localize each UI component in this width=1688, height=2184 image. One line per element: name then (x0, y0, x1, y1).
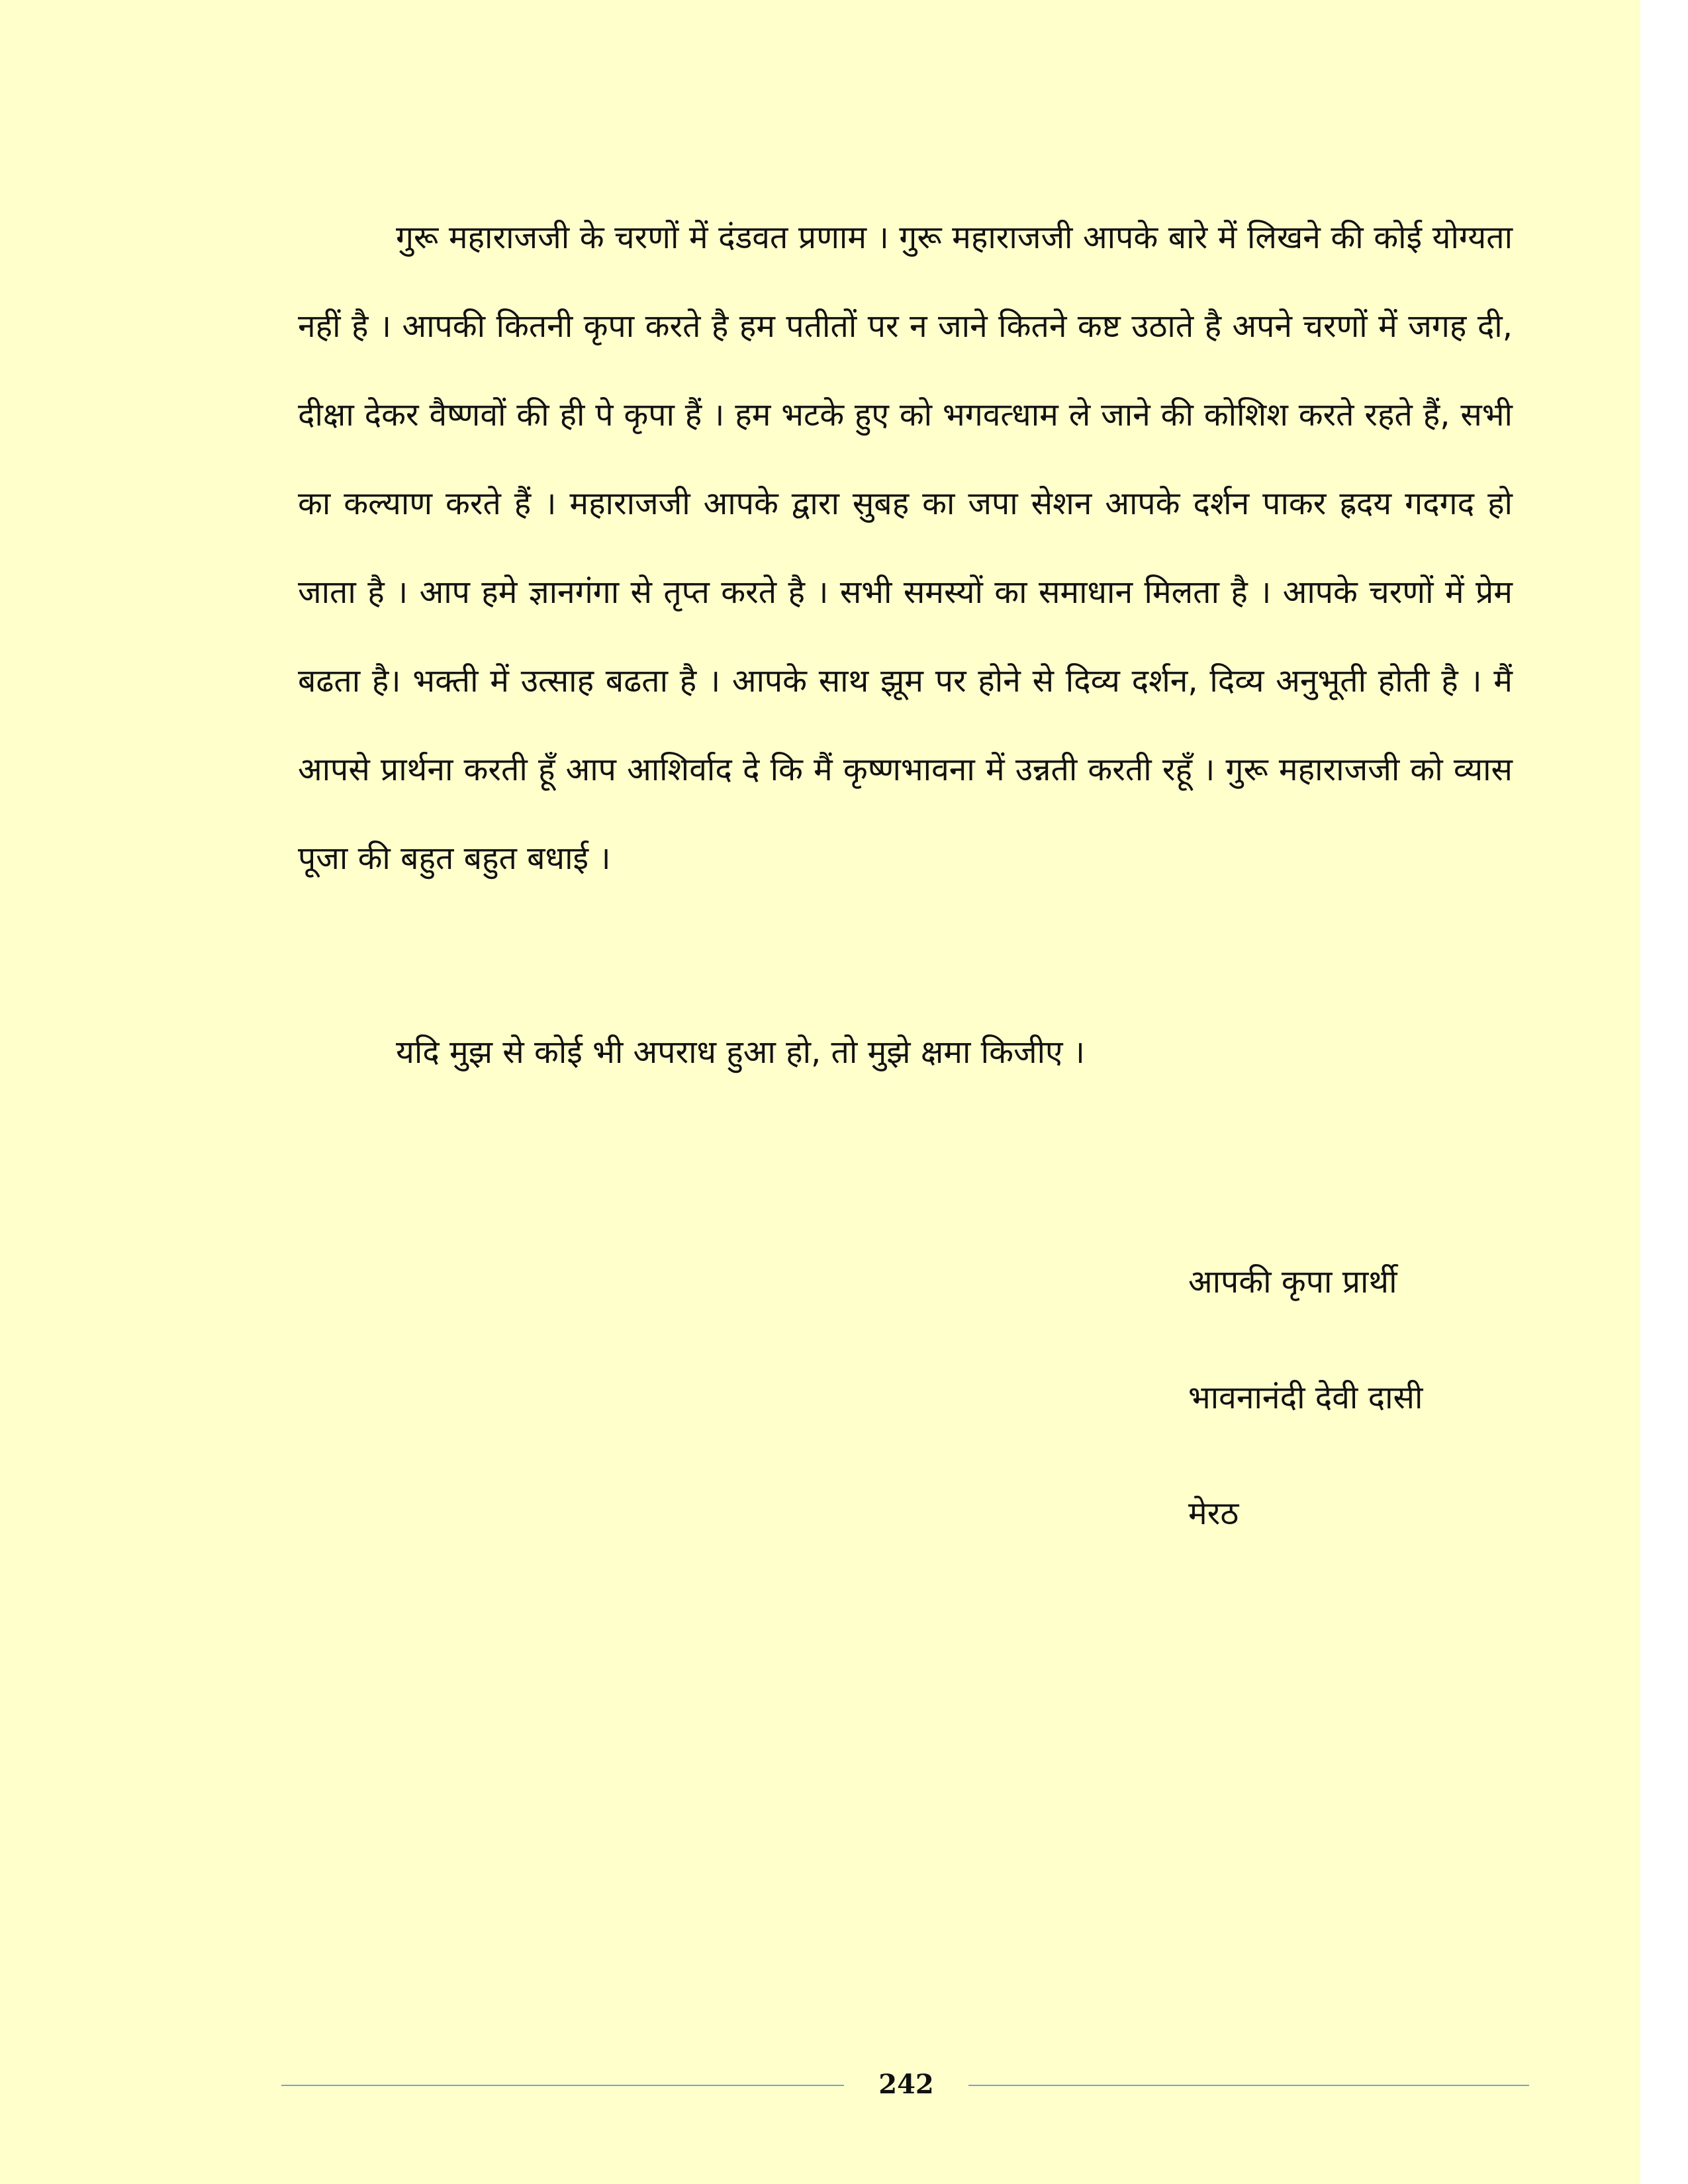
letter-body-paragraph: गुरू महाराजजी के चरणों में दंडवत प्रणाम । गुरू महाराजजी आपके बारे में लिखने की कोई योग्यता नहीं है । आपकी कितनी कृपा करते है हम पतीतों पर न जाने कितने कष्ट उठाते है अपने चरणों में जगह दी, दीक्षा देकर वैष्णवों की ही पे कृपा हैं । हम भटके हुए को भगवत्धाम ले जाने की कोशिश करते रहते हैं, सभी का कल्याण करते हैं । महाराजजी आपके द्वारा सुबह का जपा सेशन आपके दर्शन पाकर ह्रदय गदगद हो जाता है । आप हमे ज्ञानगंगा से तृप्त करते है । सभी समस्यों का समाधान मिलता है । आपके चरणों में प्रेम बढता है। भक्ती में उत्साह बढता है । आपके साथ झूम पर होने से दिव्य दर्शन, दिव्य अनुभूती होती है । मैं आपसे प्रार्थना करती हूँ आप आशिर्वाद दे कि मैं कृष्णभावना में उन्नती करती रहूँ । गुरू महाराजजी को व्यास पूजा की बहुत बहुत बधाई । (298, 219, 1513, 877)
page-number: 242 (878, 2069, 934, 2100)
signature-line-salutation: आपकी कृपा प्रार्थी (1188, 1263, 1397, 1300)
page-footer (281, 2065, 1529, 2105)
signature-line-city: मेरठ (1188, 1495, 1239, 1532)
signature-line-name: भावनानंदी देवी दासी (1188, 1379, 1423, 1416)
footer-rule-left (281, 2085, 844, 2086)
signature-block (1188, 1238, 1585, 1585)
letter-closing-paragraph: यदि मुझ से कोई भी अपराध हुआ हो, तो मुझे क्षमा किजीए । (396, 1034, 1085, 1071)
footer-rule-right (968, 2085, 1529, 2086)
